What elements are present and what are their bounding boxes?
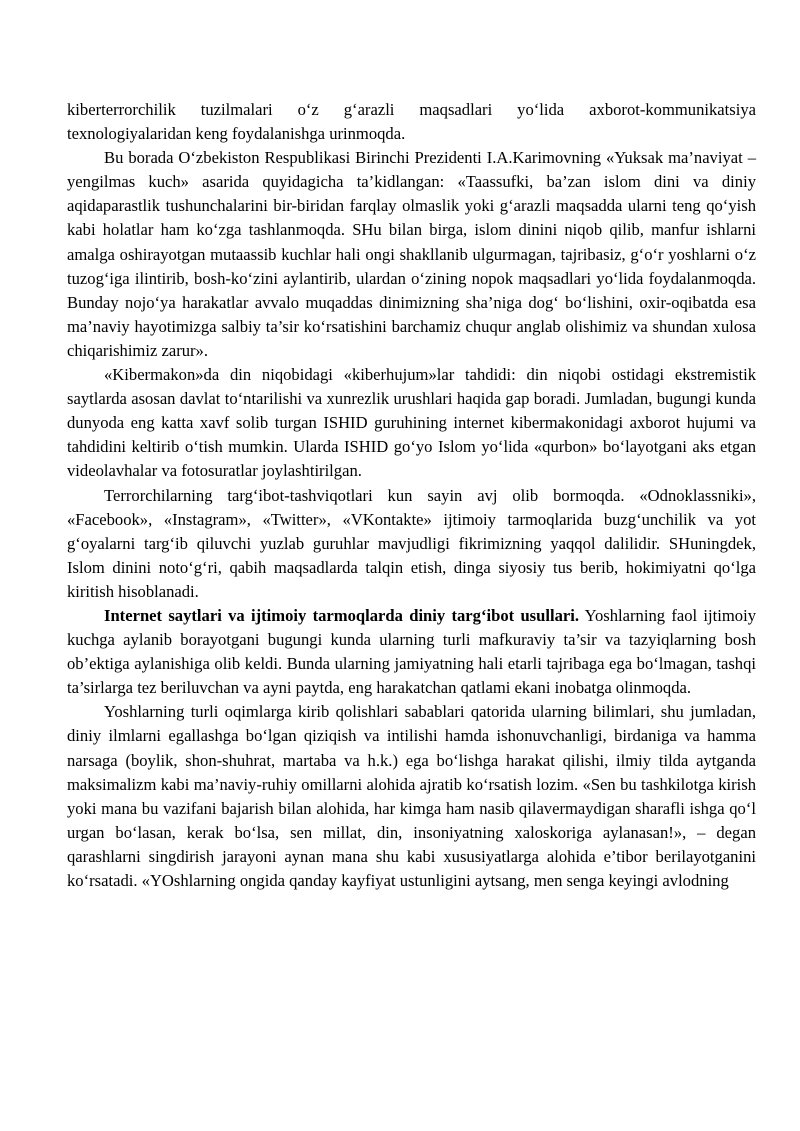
paragraph-propaganda-methods xyxy=(67,604,756,700)
paragraph-text: Bu borada O‘zbekiston Respublikasi Birinchi Prezidenti I.A.Karimovning «Yuksak ma’naviyat – yengilmas kuch» asarida quyidagicha ta’kidlangan: «Taassufki, ba’zan islom dini va diniy aqidaparastlik tushunchalarini bir-biridan farqlay olmaslik yoki g‘arazli maqsadda ularni teng qo‘yish kabi holatlar ham ko‘zga tashlanmoqda. SHu bilan birga, islom dinini niqob qilib, manfur ishlarni amalga oshirayotgan mutaassib kuchlar hali ongi shakllanib ulgurmagan, tajribasiz, g‘o‘r yoshlarni o‘z tuzog‘iga ilintirib, bosh-ko‘zini aylantirib, ulardan o‘zining nopok maqsadlari yo‘lida foydalanmoqda. Bunday nojo‘ya harakatlar avvalo muqaddas dinimizning sha’niga dog‘ bo‘lishini, oxir-oqibatda esa ma’naviy hayotimizga salbiy ta’sir ko‘rsatishini barchamiz chuqur anglab olishimiz va shundan xulosa chiqarishimiz zarur». xyxy=(67,148,756,360)
section-heading: Internet saytlari va ijtimoiy tarmoqlarda diniy targ‘ibot usullari. xyxy=(104,605,579,625)
paragraph-cyberspace-threat xyxy=(67,363,756,483)
document-page xyxy=(67,98,756,893)
paragraph-youth-factors xyxy=(67,700,756,893)
paragraph-intro-continuation xyxy=(67,98,756,146)
paragraph-karimov-quote xyxy=(67,146,756,363)
paragraph-text: Terrorchilarning targ‘ibot-tashviqotlari kun sayin avj olib bormoqda. «Odnoklassniki», «Facebook», «Instagram», «Twitter», «VKontakte» ijtimoiy tarmoqlarida buzg‘unchilik va yot g‘oyalarni targ‘ib qiluvchi yuzlab guruhlar mavjudligi fikrimizning yaqqol dalilidir. SHuningdek, Islom dinini noto‘g‘ri, qabih maqsadlarda talqin etish, dinga siyosiy tus berib, hokimiyatni qo‘lga kiritish hisoblanadi. xyxy=(67,485,756,601)
paragraph-text: Yoshlarning faol ijtimoiy kuchga aylanib borayotgani bugungi kunda ularning turli mafkuraviy ta’sir va tazyiqlarning bosh ob’ektiga aylanishiga olib keldi. Bunda ularning jamiyatning hali etarli tajribaga ega bo‘lmagan, tashqi ta’sirlarga tez beriluvchan va ayni paytda, eng harakatchan qatlami ekani inobatga olinmoqda. xyxy=(67,605,756,698)
paragraph-social-networks xyxy=(67,484,756,604)
paragraph-text: «Kibermakon»da din niqobidagi «kiberhujum»lar tahdidi: din niqobi ostidagi ekstremistik saytlarda asosan davlat to‘ntarilishi va xunrezlik urushlari haqida gap boradi. Jumladan, bugungi kunda dunyoda eng katta xavf solib turgan ISHID guruhining internet kibermakonidagi axborot hujumi va tahdidini keltirib o‘tish mumkin. Ularda ISHID go‘yo Islom yo‘lida «qurbon» bo‘layotgani aks etgan videolavhalar va fotosuratlar joylashtirilgan. xyxy=(67,365,756,481)
paragraph-text: kiberterrorchilik tuzilmalari o‘z g‘arazli maqsadlari yo‘lida axborot-kommunikatsiya texnologiyalaridan keng foydalanishga urinmoqda. xyxy=(67,100,756,144)
paragraph-text: Yoshlarning turli oqimlarga kirib qolishlari sabablari qatorida ularning bilimlari, shu jumladan, diniy ilmlarni egallashga bo‘lgan qiziqish va intilishi hamda ishonuvchanligi, birdaniga va hamma narsaga (boylik, shon-shuhrat, martaba va h.k.) ega bo‘lishga harakat qilishi, ilmiy tilda aytganda maksimalizm kabi ma’naviy-ruhiy omillarni alohida ajratib ko‘rsatish lozim. «Sen bu tashkilotga kirish yoki mana bu vazifani bajarish bilan alohida, har kimga ham nasib qilavermaydigan sharafli ishga qo‘l urgan bo‘lasan, kerak bo‘lsa, sen millat, din, insoniyatning xaloskoriga aylanasan!», – degan qarashlarni singdirish jarayoni aynan mana shu kabi xususiyatlarga alohida e’tibor berilayotganini ko‘rsatadi. «YOshlarning ongida qanday kayfiyat ustunligini aytsang, men senga keyingi avlodning xyxy=(67,702,756,890)
